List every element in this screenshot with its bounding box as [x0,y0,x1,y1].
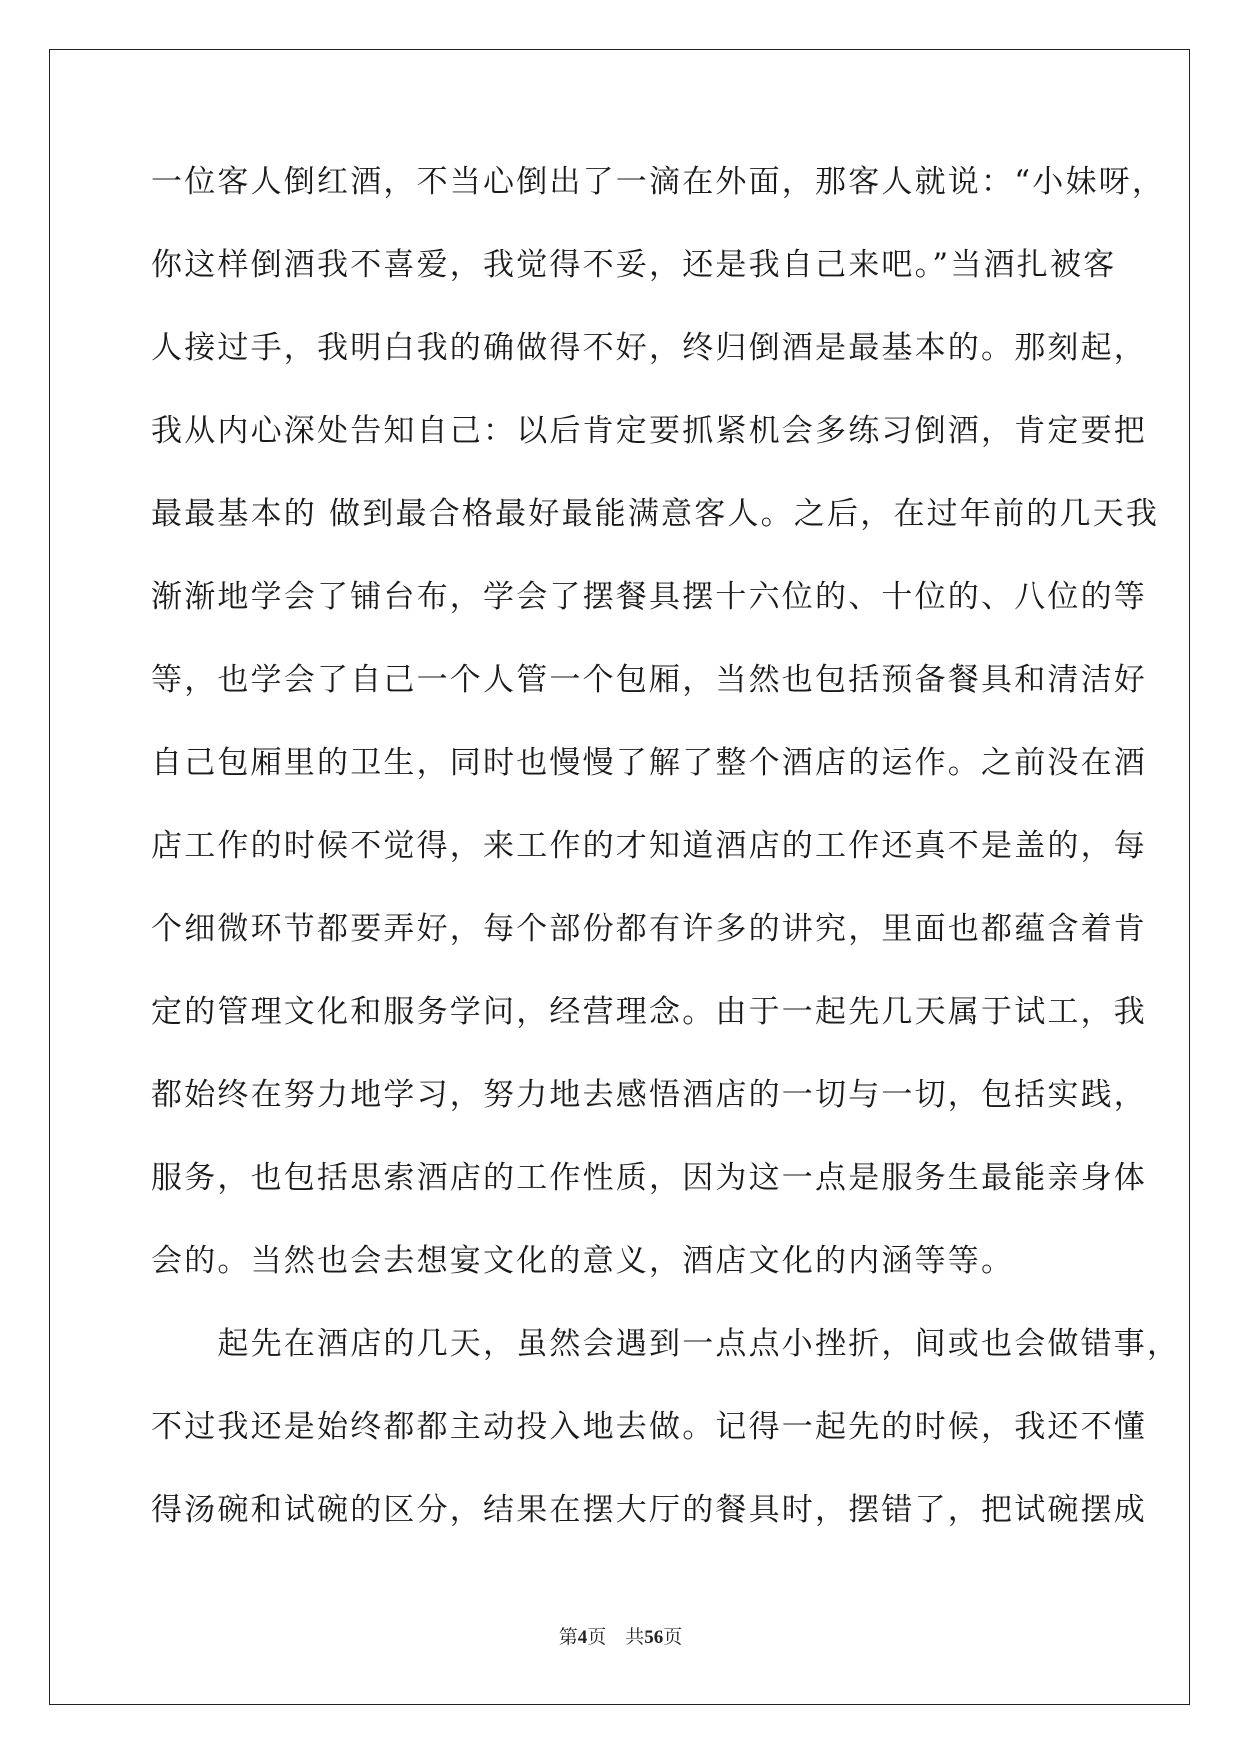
paragraph-start-line: 起先在酒店的几天，虽然会遇到一点点小挫折，间或也会做错事， [151,1326,1181,1362]
text-line: 都始终在努力地学习，努力地去感悟酒店的一切与一切，包括实践， [151,1077,1147,1113]
footer-prefix: 第 [558,1626,578,1648]
text-line: 自己包厢里的卫生，同时也慢慢了解了整个酒店的运作。之前没在酒 [151,745,1147,781]
total-pages-number: 56 [644,1627,664,1648]
text-line: 会的。当然也会去想宴文化的意义，酒店文化的内涵等等。 [151,1243,1015,1279]
current-page-number: 4 [577,1627,588,1648]
footer-middle: 页 共 [587,1626,645,1648]
text-line: 你这样倒酒我不喜爱，我觉得不妥，还是我自己来吧。”当酒扎被客 [151,247,1117,283]
text-line: 个细微环节都要弄好，每个部份都有许多的讲究，里面也都蕴含着肯 [151,911,1147,947]
document-body [151,158,1181,1569]
text-line: 得汤碗和试碗的区分，结果在摆大厅的餐具时，摆错了，把试碗摆成 [151,1492,1147,1528]
footer-suffix: 页 [663,1626,683,1648]
text-line: 人接过手，我明白我的确做得不好，终归倒酒是最基本的。那刻起， [151,330,1147,366]
text-line: 渐渐地学会了铺台布，学会了摆餐具摆十六位的、十位的、八位的等 [151,579,1147,615]
text-line: 店工作的时候不觉得，来工作的才知道酒店的工作还真不是盖的，每 [151,828,1147,864]
text-line: 我从内心深处告知自己：以后肯定要抓紧机会多练习倒酒，肯定要把 [151,413,1147,449]
text-line: 一位客人倒红酒，不当心倒出了一滴在外面，那客人就说：“小妹呀， [151,164,1166,200]
page-footer [0,1622,1241,1649]
text-line: 最最基本的 做到最合格最好最能满意客人。之后，在过年前的几天我 [151,496,1160,532]
text-line: 服务，也包括思索酒店的工作性质，因为这一点是服务生最能亲身体 [151,1160,1147,1196]
text-line: 不过我还是始终都都主动投入地去做。记得一起先的时候，我还不懂 [151,1409,1147,1445]
text-line: 定的管理文化和服务学问，经营理念。由于一起先几天属于试工，我 [151,994,1147,1030]
text-line: 等，也学会了自己一个人管一个包厢，当然也包括预备餐具和清洁好 [151,662,1147,698]
